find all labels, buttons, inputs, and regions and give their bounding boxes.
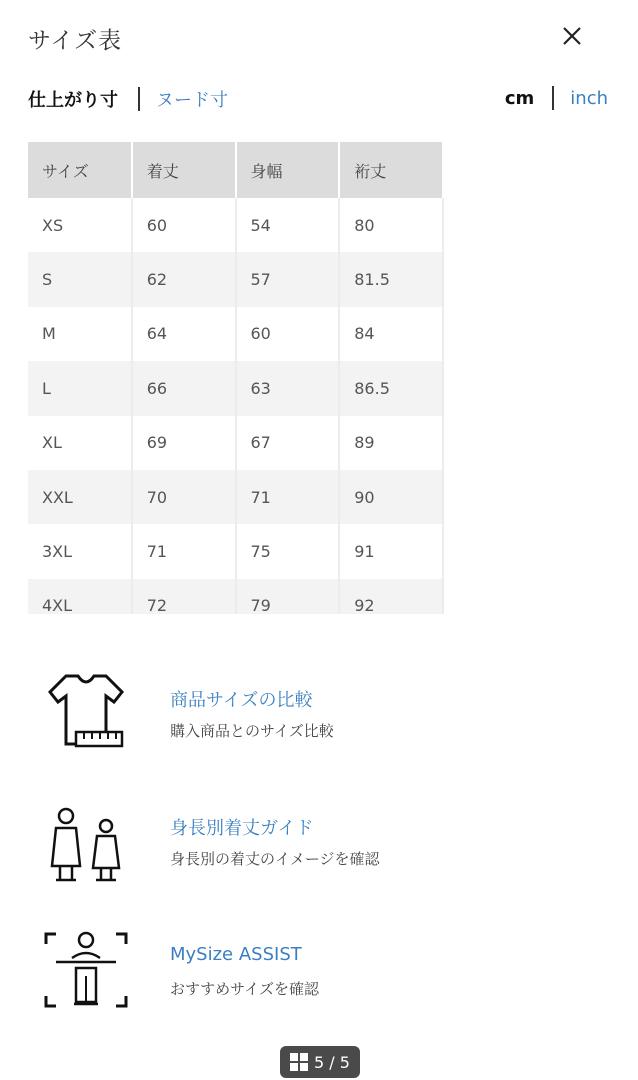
feature-subtitle: おすすめサイズを確認 <box>170 980 319 998</box>
cell-width: 79 <box>236 579 340 614</box>
size-table-container[interactable] <box>28 142 444 614</box>
cell-size: 4XL <box>28 579 132 614</box>
feature-subtitle: 身長別の着丈のイメージを確認 <box>170 850 380 868</box>
table-row <box>28 524 443 578</box>
cell-length: 66 <box>132 361 236 415</box>
cell-length: 69 <box>132 416 236 470</box>
pager-label: 5 / 5 <box>314 1052 350 1072</box>
feature-subtitle: 購入商品とのサイズ比較 <box>170 722 334 740</box>
cell-length: 62 <box>132 252 236 306</box>
measure-toggle <box>28 86 228 112</box>
cell-size: XL <box>28 416 132 470</box>
cell-size: XXL <box>28 470 132 524</box>
image-pager[interactable] <box>280 1046 360 1078</box>
nude-size-tab[interactable]: ヌード寸 <box>156 90 228 111</box>
feature-mysize-assist[interactable] <box>38 926 598 1026</box>
cell-length: 71 <box>132 524 236 578</box>
header <box>0 0 638 72</box>
shirt-ruler-icon <box>38 668 134 758</box>
unit-inch-tab[interactable]: inch <box>570 87 608 109</box>
feature-title: 商品サイズの比較 <box>170 690 313 711</box>
cell-length: 70 <box>132 470 236 524</box>
table-row <box>28 307 443 361</box>
body-scan-icon <box>38 926 134 1016</box>
header-length: 着丈 <box>132 142 236 198</box>
cell-length: 64 <box>132 307 236 361</box>
people-height-icon <box>38 796 134 886</box>
cell-sleeve: 80 <box>339 198 443 252</box>
divider <box>552 86 554 110</box>
cell-width: 75 <box>236 524 340 578</box>
cell-size: 3XL <box>28 524 132 578</box>
feature-title: 身長別着丈ガイド <box>170 818 314 839</box>
table-row <box>28 470 443 524</box>
feature-size-compare[interactable] <box>38 668 598 768</box>
table-row <box>28 198 443 252</box>
cell-size: L <box>28 361 132 415</box>
header-sleeve: 裄丈 <box>339 142 443 198</box>
cell-length: 72 <box>132 579 236 614</box>
unit-cm-tab[interactable]: cm <box>504 87 535 109</box>
feature-title: MySize ASSIST <box>170 944 302 965</box>
cell-sleeve: 90 <box>339 470 443 524</box>
close-icon <box>556 20 588 52</box>
cell-width: 67 <box>236 416 340 470</box>
table-row <box>28 579 443 614</box>
cell-size: M <box>28 307 132 361</box>
unit-toggle <box>505 86 608 110</box>
table-row <box>28 361 443 415</box>
header-width: 身幅 <box>236 142 340 198</box>
cell-width: 71 <box>236 470 340 524</box>
size-table <box>28 142 444 614</box>
toggle-bar <box>28 86 618 118</box>
finished-size-tab[interactable]: 仕上がり寸 <box>28 90 118 111</box>
grid-icon <box>290 1053 308 1071</box>
cell-length: 60 <box>132 198 236 252</box>
header-size: サイズ <box>28 142 132 198</box>
table-row <box>28 416 443 470</box>
cell-sleeve: 92 <box>339 579 443 614</box>
page-title: サイズ表 <box>28 28 123 54</box>
cell-size: S <box>28 252 132 306</box>
cell-sleeve: 81.5 <box>339 252 443 306</box>
cell-size: XS <box>28 198 132 252</box>
cell-width: 63 <box>236 361 340 415</box>
cell-sleeve: 91 <box>339 524 443 578</box>
divider <box>138 87 140 111</box>
table-header-row <box>28 142 443 198</box>
cell-sleeve: 86.5 <box>339 361 443 415</box>
cell-width: 60 <box>236 307 340 361</box>
close-button[interactable] <box>556 20 588 52</box>
cell-width: 57 <box>236 252 340 306</box>
table-row <box>28 252 443 306</box>
cell-width: 54 <box>236 198 340 252</box>
feature-height-guide[interactable] <box>38 796 598 896</box>
cell-sleeve: 89 <box>339 416 443 470</box>
cell-sleeve: 84 <box>339 307 443 361</box>
